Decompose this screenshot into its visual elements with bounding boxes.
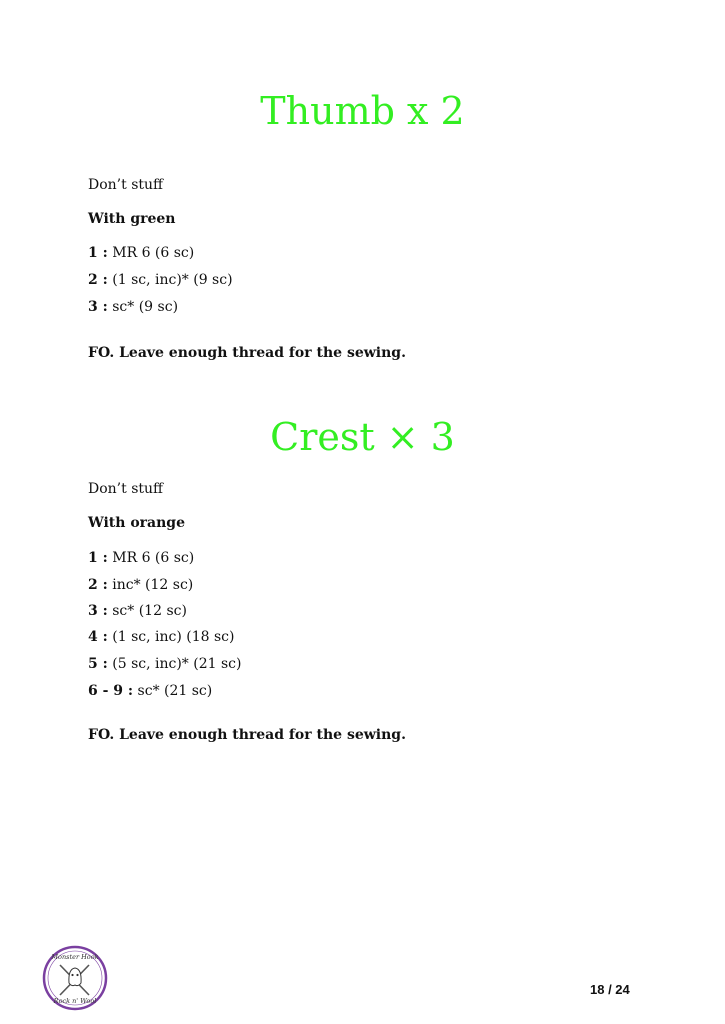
thumb-note: Don’t stuff (88, 177, 163, 193)
row-text: sc* (12 sc) (107, 603, 187, 619)
row-number: 1 : (88, 550, 108, 566)
crest-row (88, 551, 194, 565)
monster-hook-logo (42, 945, 108, 1011)
row-number: 5 : (88, 656, 108, 672)
row-text: (1 sc, inc) (18 sc) (107, 629, 235, 645)
thumb-finish: FO. Leave enough thread for the sewing. (88, 345, 406, 361)
page-number: 18 / 24 (590, 982, 630, 997)
logo-text-bottom: Rock n' Wool (53, 997, 97, 1005)
row-text: sc* (21 sc) (133, 683, 213, 699)
section-title-thumb: Thumb x 2 (260, 89, 465, 133)
row-number: 6 - 9 : (88, 683, 134, 699)
crest-finish: FO. Leave enough thread for the sewing. (88, 727, 406, 743)
row-number: 2 : (88, 272, 108, 288)
crest-row (88, 684, 212, 698)
crest-row (88, 657, 241, 671)
thumb-row (88, 246, 194, 260)
row-text: MR 6 (6 sc) (107, 245, 195, 261)
row-text: inc* (12 sc) (107, 577, 194, 593)
section-title-crest: Crest × 3 (270, 415, 455, 459)
row-number: 4 : (88, 629, 108, 645)
row-number: 3 : (88, 299, 108, 315)
thumb-row (88, 300, 178, 314)
crest-note: Don’t stuff (88, 481, 163, 497)
row-number: 2 : (88, 577, 108, 593)
thumb-row (88, 273, 233, 287)
row-text: (5 sc, inc)* (21 sc) (107, 656, 242, 672)
logo-text-top: Monster Hook (51, 953, 99, 961)
row-text: (1 sc, inc)* (9 sc) (107, 272, 233, 288)
crest-row (88, 578, 193, 592)
crest-row (88, 630, 234, 644)
row-text: MR 6 (6 sc) (107, 550, 195, 566)
row-number: 1 : (88, 245, 108, 261)
thumb-color: With green (88, 211, 176, 227)
crest-color: With orange (88, 515, 185, 531)
row-number: 3 : (88, 603, 108, 619)
row-text: sc* (9 sc) (107, 299, 179, 315)
crest-row (88, 604, 187, 618)
